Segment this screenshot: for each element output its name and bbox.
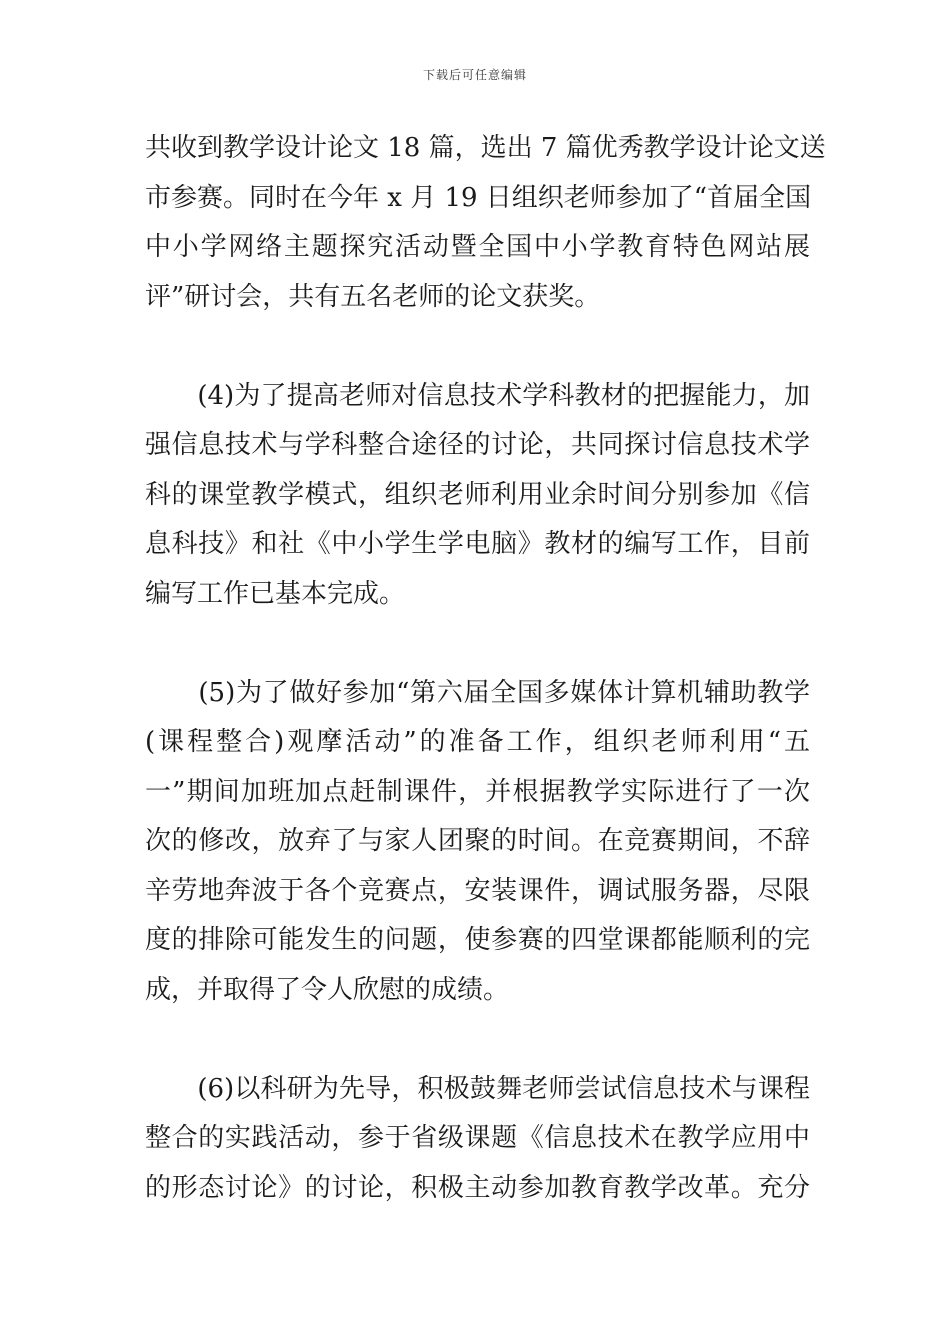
text-line: 市参赛。同时在今年 x 月 19 日组织老师参加了“首届全国	[145, 182, 812, 213]
text-line: 中小学网络主题探究活动暨全国中小学教育特色网站展	[145, 232, 810, 262]
paragraph-gap	[145, 619, 810, 669]
paragraph-3	[145, 669, 810, 1016]
text-line: 编写工作已基本完成。	[145, 578, 406, 609]
page-header: 下载后可任意编辑	[422, 68, 527, 82]
text-line: 辛劳地奔波于各个竞赛点，安装课件，调试服务器，尽限	[145, 875, 810, 906]
text-line: 科的课堂教学模式，组织老师利用业余时间分别参加《信	[145, 479, 810, 510]
paragraph-1	[145, 124, 826, 322]
text-line: 评”研讨会，共有五名老师的论文获奖。	[145, 281, 601, 312]
paragraph-gap	[145, 322, 810, 372]
text-line: 一”期间加班加点赶制课件，并根据教学实际进行了一次	[145, 776, 810, 807]
text-line: 次的修改，放弃了与家人团聚的时间。在竞赛期间，不辞	[145, 826, 810, 856]
text-line: (4)为了提高老师对信息技术学科教材的把握能力，加	[145, 380, 810, 411]
paragraph-4	[145, 1065, 810, 1214]
text-line: (课程整合)观摩活动”的准备工作，组织老师利用“五	[145, 727, 810, 757]
text-line: (5)为了做好参加“第六届全国多媒体计算机辅助教学	[145, 677, 810, 708]
text-line: 度的排除可能发生的问题，使参赛的四堂课都能顺利的完	[145, 925, 810, 955]
text-line: 共收到教学设计论文 18 篇，选出 7 篇优秀教学设计论文送	[145, 133, 826, 163]
document-body	[145, 124, 826, 1213]
paragraph-gap	[145, 1015, 810, 1065]
text-line: (6)以科研为先导，积极鼓舞老师尝试信息技术与课程	[145, 1073, 810, 1104]
text-line: 的形态讨论》的讨论，积极主动参加教育教学改革。充分	[145, 1172, 810, 1203]
text-line: 强信息技术与学科整合途径的讨论，共同探讨信息技术学	[145, 430, 810, 460]
paragraph-2	[145, 372, 810, 620]
text-line: 息科技》和社《中小学生学电脑》教材的编写工作，目前	[145, 529, 810, 559]
text-line: 成，并取得了令人欣慰的成绩。	[145, 974, 510, 1005]
text-line: 整合的实践活动，参于省级课题《信息技术在教学应用中	[145, 1123, 810, 1153]
